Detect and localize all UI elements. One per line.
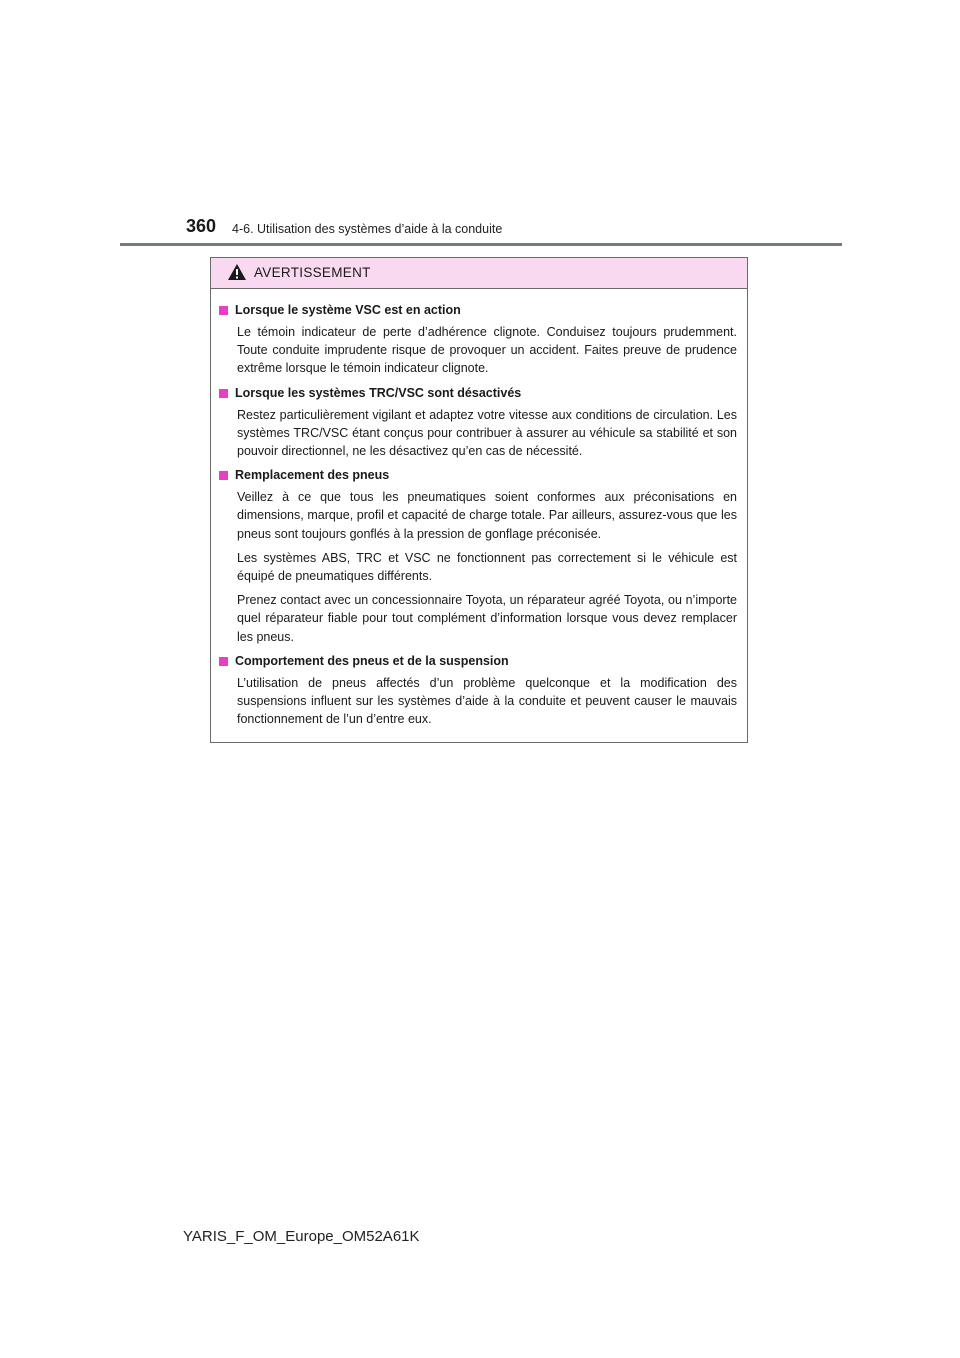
item-title-text: Comportement des pneus et de la suspension xyxy=(235,653,509,668)
warning-body xyxy=(211,289,747,728)
footer-document-code: YARIS_F_OM_Europe_OM52A61K xyxy=(183,1228,420,1245)
warning-triangle-icon xyxy=(227,263,247,281)
warning-item xyxy=(219,652,737,729)
item-title xyxy=(219,466,737,485)
warning-title: AVERTISSEMENT xyxy=(254,265,371,280)
section-title: 4-6. Utilisation des systèmes d’aide à la conduite xyxy=(232,222,503,236)
item-title xyxy=(219,384,737,403)
warning-box xyxy=(210,257,748,743)
bullet-square-icon xyxy=(219,657,228,666)
item-paragraph: L’utilisation de pneus affectés d’un problème quelconque et la modification des suspensions influent sur les systèmes d’aide à la conduite et peuvent causer le mauvais fonctionnement de l’un d’entre eux. xyxy=(237,675,737,727)
warning-item xyxy=(219,466,737,646)
item-paragraph: Prenez contact avec un concessionnaire Toyota, un réparateur agréé Toyota, ou n’importe quel réparateur fiable pour tout complément d’information lorsque vous devez remplacer les pneus. xyxy=(237,593,737,644)
warning-item xyxy=(219,301,737,378)
bullet-square-icon xyxy=(219,471,228,480)
item-paragraph: Le témoin indicateur de perte d’adhérence clignote. Conduisez toujours prudemment. Toute conduite imprudente risque de provoquer un accident. Faites preuve de prudence extrême lorsque le témoin indicateur clignote. xyxy=(237,325,737,376)
bullet-square-icon xyxy=(219,389,228,398)
item-paragraph: Restez particulièrement vigilant et adaptez votre vitesse aux conditions de circulation. Les systèmes TRC/VSC étant conçus pour contribuer à assurer au véhicule sa stabilité et son pouvoir directionnel, ne les désactivez qu’en cas de nécessité. xyxy=(237,407,737,459)
item-paragraph: Veillez à ce que tous les pneumatiques soient conformes aux préconisations en dimensions, marque, profil et capacité de charge totale. Par ailleurs, assurez-vous que les pneus sont toujours gonflés à la pression de gonflage préconisée. xyxy=(237,490,737,541)
bullet-square-icon xyxy=(219,306,228,315)
page-number: 360 xyxy=(186,216,217,236)
warning-item xyxy=(219,384,737,461)
item-title-text: Remplacement des pneus xyxy=(235,468,390,483)
header-rule xyxy=(120,243,842,246)
item-title-text: Lorsque le système VSC est en action xyxy=(235,303,461,317)
item-title xyxy=(219,301,737,320)
warning-header xyxy=(211,258,747,289)
item-paragraph: Les systèmes ABS, TRC et VSC ne fonctionnent pas correctement si le véhicule est équipé de pneumatiques différents. xyxy=(237,550,737,584)
item-title-text: Lorsque les systèmes TRC/VSC sont désactivés xyxy=(235,385,522,400)
item-title xyxy=(219,652,737,671)
